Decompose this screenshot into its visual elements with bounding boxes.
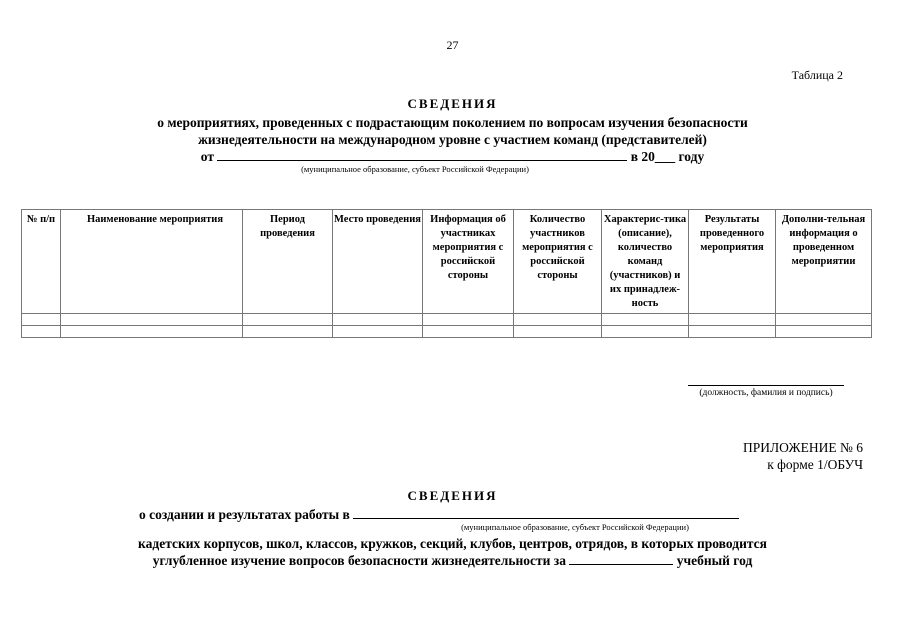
report1-title: СВЕДЕНИЯ [407, 96, 498, 111]
table-body [22, 314, 872, 338]
report1-line3 [0, 148, 905, 165]
table-cell [22, 326, 61, 338]
page-number: 27 [446, 38, 459, 52]
report2-caption: (муниципальное образование, субъект Российской Федерации) [461, 522, 689, 532]
table-header-row [22, 210, 872, 314]
table-cell [602, 326, 689, 338]
table-cell [776, 326, 872, 338]
report1-line2: жизнедеятельности на международном уровне с участием команд (представителей) [198, 132, 707, 147]
table-label: Таблица 2 [791, 68, 843, 82]
report1-line1: о мероприятиях, проведенных с подрастающим поколением по вопросам изучения безопасности [157, 115, 748, 130]
table-cell [689, 326, 776, 338]
appendix-title: ПРИЛОЖЕНИЕ № 6 [742, 440, 863, 455]
report2-prefix: о создании и результатах работы в [139, 507, 350, 522]
report1-municipality-blank [217, 149, 627, 161]
table-cell [602, 314, 689, 326]
table-cell [423, 314, 514, 326]
report2-line2: кадетских корпусов, школ, классов, кружков, секций, клубов, центров, отрядов, в которых проводится [138, 536, 767, 551]
report1-year-label: в 20___ году [630, 149, 705, 164]
column-header: Дополни-тельная информация о проведенном мероприятии [776, 210, 872, 314]
table-cell [61, 314, 243, 326]
table-cell [423, 326, 514, 338]
signature-line [688, 385, 844, 386]
appendix-form: к форме 1/ОБУЧ [767, 457, 863, 472]
table-cell [776, 314, 872, 326]
table-cell [333, 314, 423, 326]
column-header: Место проведения [333, 210, 423, 314]
report2-line3 [0, 552, 905, 569]
table-row [22, 314, 872, 326]
report2-line1 [139, 506, 739, 523]
column-header: Характерис-тика (описание), количество команд (участников) и их принадлеж-ность [602, 210, 689, 314]
table-cell [243, 314, 333, 326]
table-cell [22, 314, 61, 326]
events-table [21, 209, 872, 338]
table-cell [689, 314, 776, 326]
table-row [22, 326, 872, 338]
table-cell [514, 314, 602, 326]
signature-caption: (должность, фамилия и подпись) [699, 388, 833, 398]
report1-caption: (муниципальное образование, субъект Российской Федерации) [301, 164, 529, 174]
report2-year-blank [569, 553, 673, 565]
column-header: Результаты проведенного мероприятия [689, 210, 776, 314]
table-cell [61, 326, 243, 338]
table-cell [514, 326, 602, 338]
column-header: Информация об участниках мероприятия с российской стороны [423, 210, 514, 314]
report2-line3-prefix: углубленное изучение вопросов безопасности жизнедеятельности за [152, 553, 566, 568]
column-header: Наименование мероприятия [61, 210, 243, 314]
column-header: Количество участников мероприятия с российской стороны [514, 210, 602, 314]
report2-municipality-blank [353, 507, 739, 519]
report2-line3-suffix: учебный год [676, 553, 753, 568]
report2-title: СВЕДЕНИЯ [407, 488, 498, 503]
column-header: Период проведения [243, 210, 333, 314]
table-cell [333, 326, 423, 338]
report1-from-label: от [200, 149, 214, 164]
table-cell [243, 326, 333, 338]
column-header: № п/п [22, 210, 61, 314]
